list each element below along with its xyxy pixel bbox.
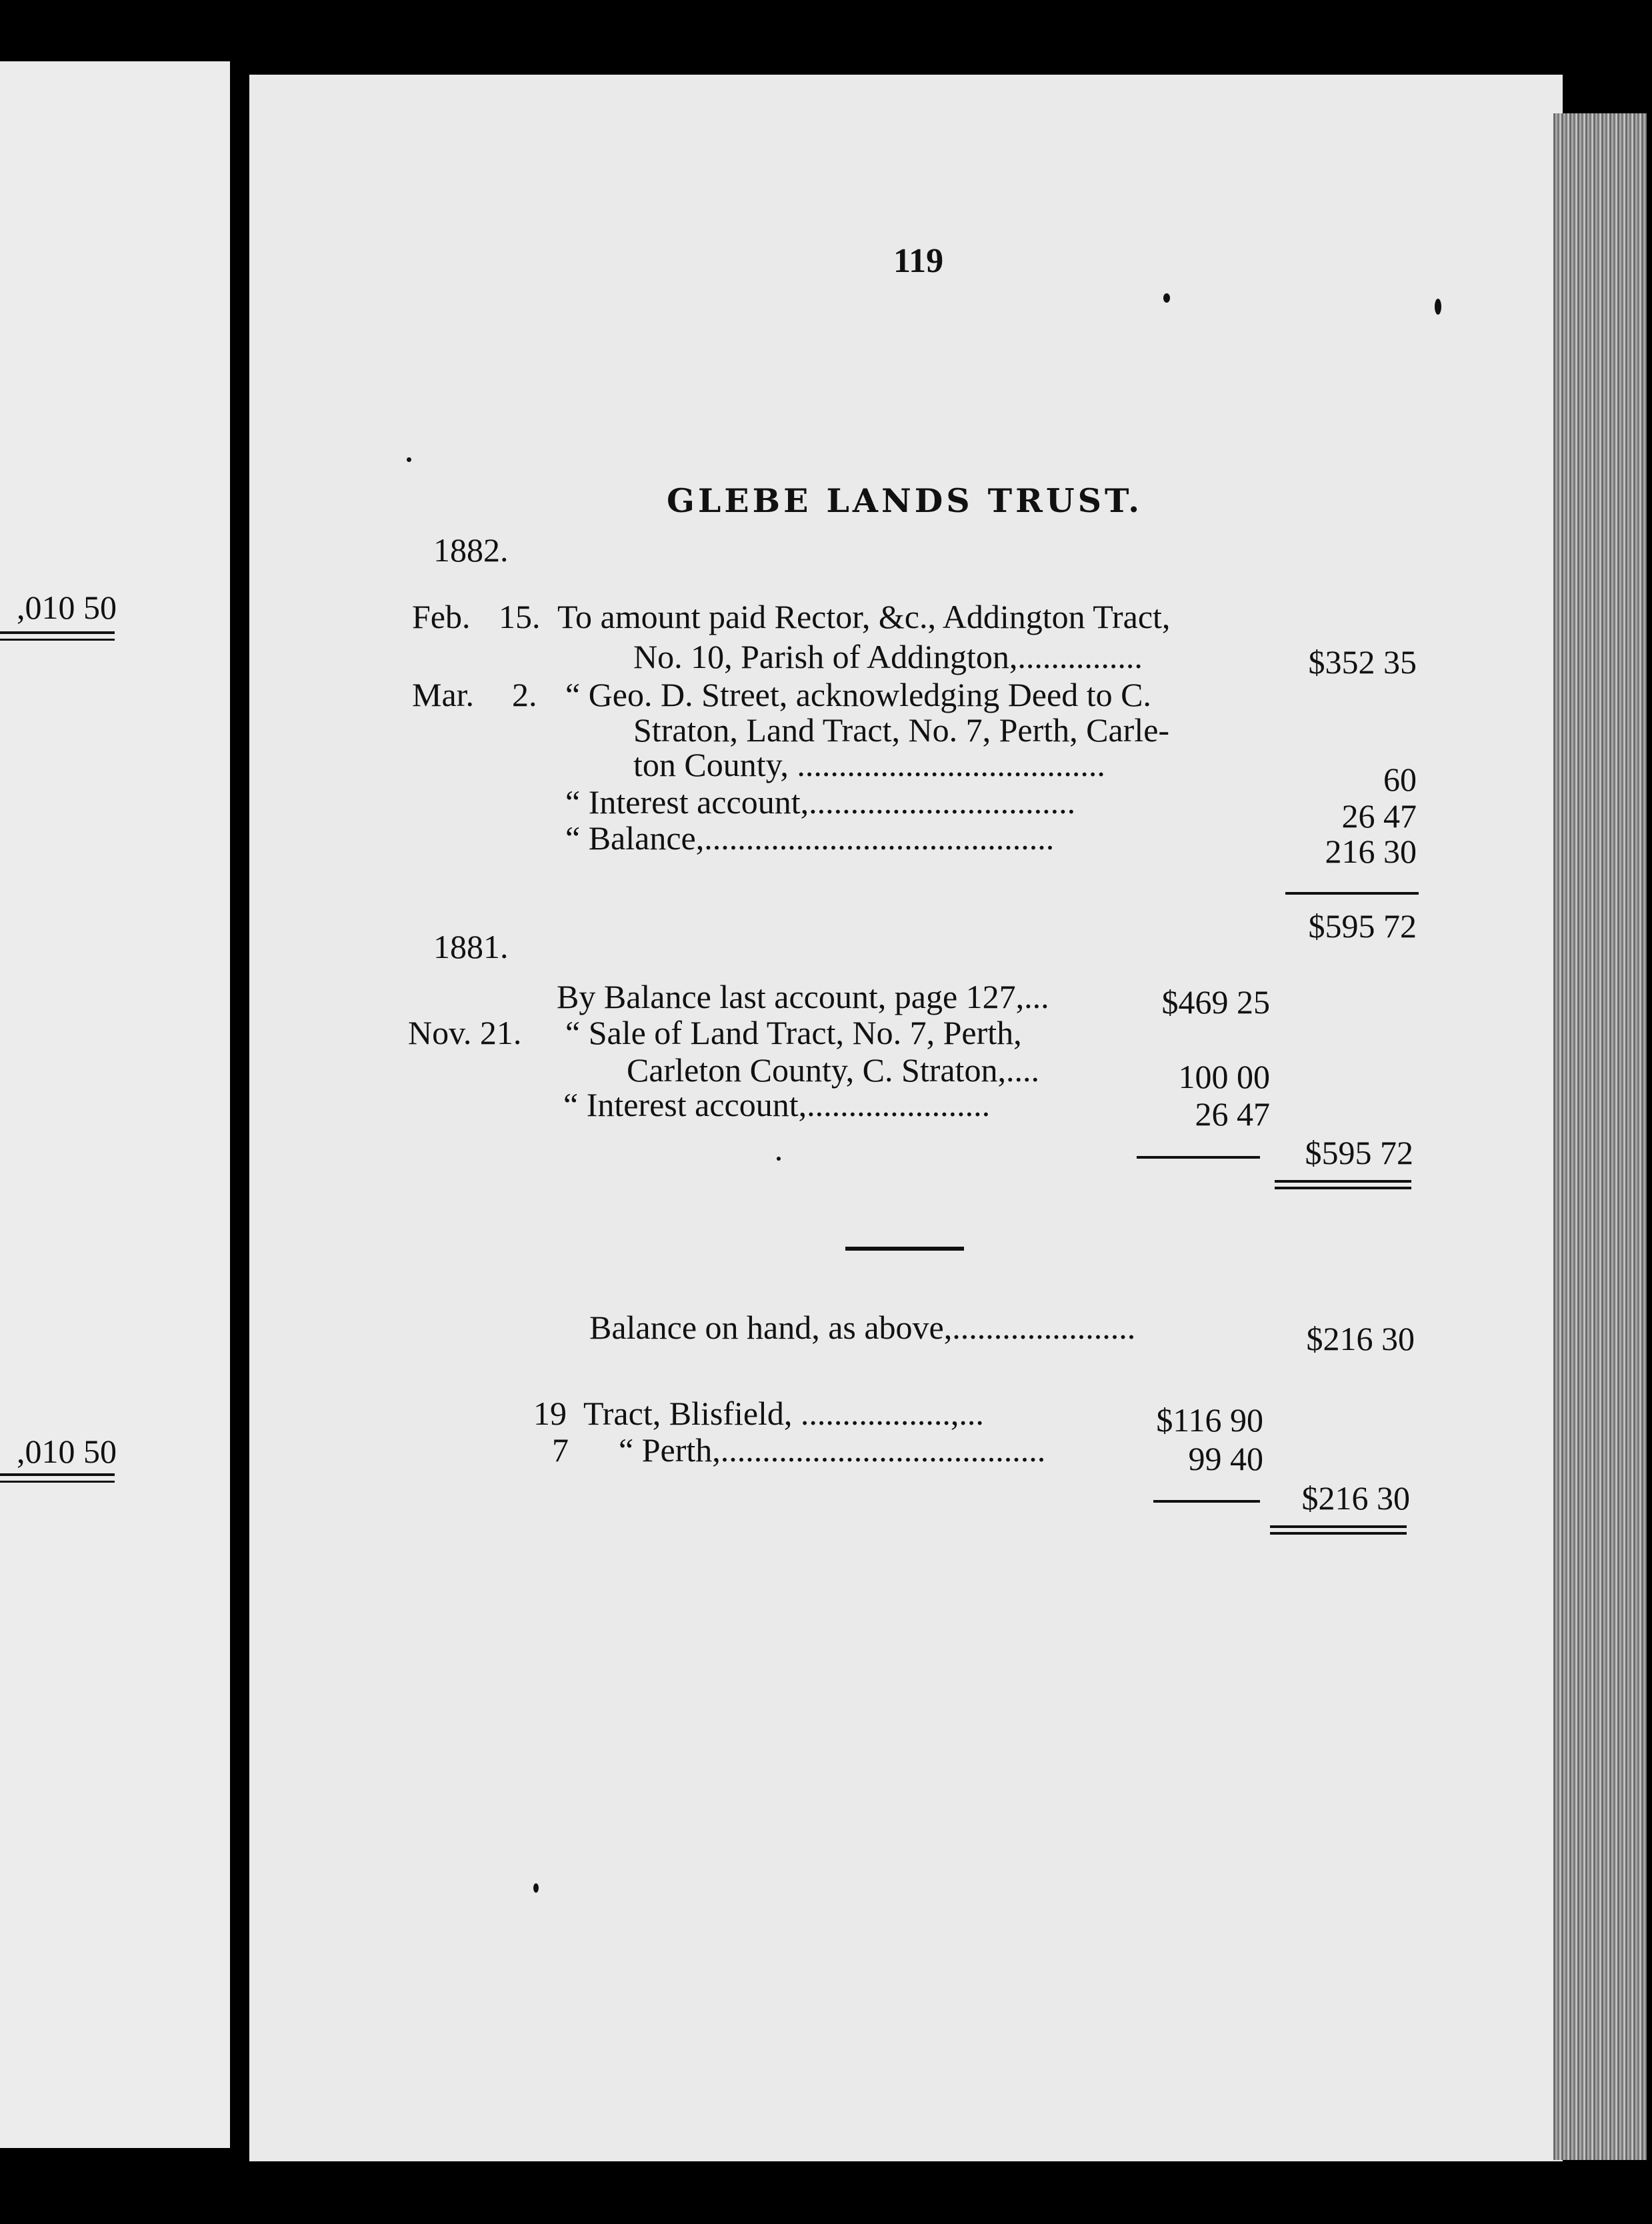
entry-line: “ Geo. D. Street, acknowledging Deed to C.	[565, 676, 1151, 713]
page-edge	[1553, 113, 1647, 2160]
entry-line: Carleton County, C. Straton,....	[627, 1051, 1039, 1089]
double-rule	[1275, 1180, 1411, 1189]
previous-page-rule	[0, 631, 115, 634]
previous-page-amount: ,010 50	[17, 589, 117, 626]
balance-amount: $216 30	[1306, 1320, 1415, 1357]
ink-speck	[407, 457, 411, 462]
previous-page	[0, 61, 230, 2148]
ink-speck	[1163, 293, 1170, 303]
tract-number: 19	[533, 1395, 567, 1432]
tract-amount: 99 40	[1188, 1440, 1263, 1477]
ink-speck	[1435, 299, 1441, 315]
entry-line: ton County, .....................................	[633, 746, 1105, 783]
tract-label: “ Perth,.......................................	[619, 1431, 1046, 1469]
credit-total: $595 72	[1305, 1134, 1413, 1171]
tract-amount: $116 90	[1156, 1401, 1263, 1439]
entry-amount: $352 35	[1308, 643, 1417, 681]
page-number: 119	[893, 242, 944, 280]
balance-line: Balance on hand, as above,......................	[589, 1309, 1136, 1346]
entry-line: Straton, Land Tract, No. 7, Perth, Carle-	[633, 711, 1170, 749]
ink-speck	[533, 1883, 539, 1893]
tracts-total: $216 30	[1301, 1479, 1410, 1517]
entry-amount: $469 25	[1161, 983, 1270, 1021]
entry-line: “ Interest account,................................	[565, 783, 1076, 821]
total-rule	[1285, 892, 1419, 895]
entry-amount: 26 47	[1341, 797, 1417, 835]
total-rule	[1153, 1500, 1260, 1503]
entry-amount: 100 00	[1178, 1058, 1270, 1095]
entry-line: To amount paid Rector, &c., Addington Tract,	[557, 598, 1171, 635]
entry-month: Feb.	[412, 598, 471, 635]
entry-line: By Balance last account, page 127,...	[557, 978, 1049, 1015]
previous-page-rule	[0, 1473, 115, 1476]
entry-amount: 216 30	[1325, 833, 1417, 870]
entry-month: Mar.	[412, 676, 475, 713]
entry-line: No. 10, Parish of Addington,...............	[633, 638, 1143, 675]
entry-amount: 26 47	[1195, 1095, 1270, 1133]
debit-total: $595 72	[1308, 907, 1417, 945]
previous-page-rule	[0, 1481, 115, 1483]
tract-number: 7	[552, 1431, 569, 1469]
section-separator	[845, 1247, 964, 1251]
entry-date: Nov. 21.	[408, 1014, 522, 1051]
previous-page-rule	[0, 639, 115, 641]
year-label: 1882.	[433, 531, 509, 569]
entry-day: 2.	[512, 676, 537, 713]
entry-line: “ Sale of Land Tract, No. 7, Perth,	[565, 1014, 1022, 1051]
total-rule	[1137, 1156, 1260, 1159]
entry-day: 15.	[499, 598, 541, 635]
ink-speck	[777, 1157, 781, 1161]
year-label: 1881.	[433, 928, 509, 965]
previous-page-amount: ,010 50	[17, 1433, 117, 1470]
page-title: GLEBE LANDS TRUST.	[667, 481, 1143, 520]
entry-line: “ Interest account,......................	[563, 1086, 991, 1123]
double-rule	[1270, 1525, 1407, 1535]
tract-label: Tract, Blisfield, ..................,...	[583, 1395, 984, 1432]
entry-amount: 60	[1383, 761, 1417, 798]
entry-line: “ Balance,..........................................	[565, 819, 1055, 857]
